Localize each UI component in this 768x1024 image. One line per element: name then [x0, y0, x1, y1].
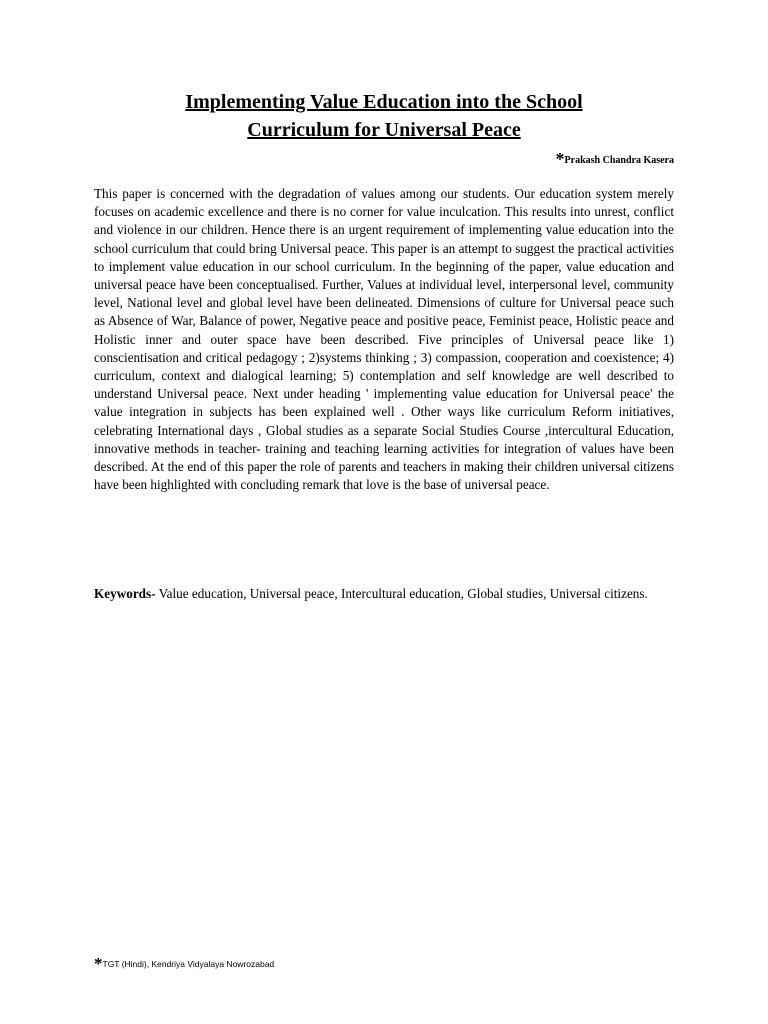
keywords-label: Keywords- — [94, 586, 156, 601]
footnote-marker: * — [94, 954, 103, 973]
keywords-paragraph — [94, 585, 674, 603]
paper-title — [94, 88, 674, 144]
author-affiliation-footnote — [94, 954, 275, 973]
keywords-text: Value education, Universal peace, Intercultural education, Global studies, Universal citizens. — [155, 586, 648, 601]
footnote-text: TGT (Hindi), Kendriya Vidyalaya Nowrozabad — [102, 959, 275, 969]
paper-title-line-1: Implementing Value Education into the School — [185, 91, 583, 113]
author-footnote-marker: * — [555, 149, 565, 169]
author-line — [555, 149, 674, 169]
abstract-paragraph: This paper is concerned with the degradation of values among our students. Our education system merely focuses on academic excellence and there is no corner for value inculcation. This results into unrest, conflict and violence in our children. Hence there is an urgent requirement of implementing value education into the school curriculum that could bring Universal peace. This paper is an attempt to suggest the practical activities to implement value education in our school curriculum. In the beginning of the paper, value education and universal peace have been conceptualised. Further, Values at individual level, interpersonal level, community level, National level and global level have been delineated. Dimensions of culture for Universal peace such as Absence of War, Balance of power, Negative peace and positive peace, Feminist peace, Holistic peace and Holistic inner and outer space have been described. Five principles of Universal peace like 1) conscientisation and critical pedagogy ; 2)systems thinking ; 3) compassion, cooperation and coexistence; 4) curriculum, context and dialogical learning; 5) contemplation and self knowledge are well described to understand Universal peace. Next under heading ' implementing value education for Universal peace' the value integration in subjects has been explained well . Other ways like curriculum Reform initiatives, celebrating International days , Global studies as a separate Social Studies Course ,intercultural Education, innovative methods in teacher- training and teaching learning activities for integration of values have been described. At the end of this paper the role of parents and teachers in making their children universal citizens have been highlighted with concluding remark that love is the base of universal peace. — [94, 186, 674, 493]
author-name: Prakash Chandra Kasera — [564, 155, 674, 166]
paper-title-line-2: Curriculum for Universal Peace — [247, 119, 521, 141]
